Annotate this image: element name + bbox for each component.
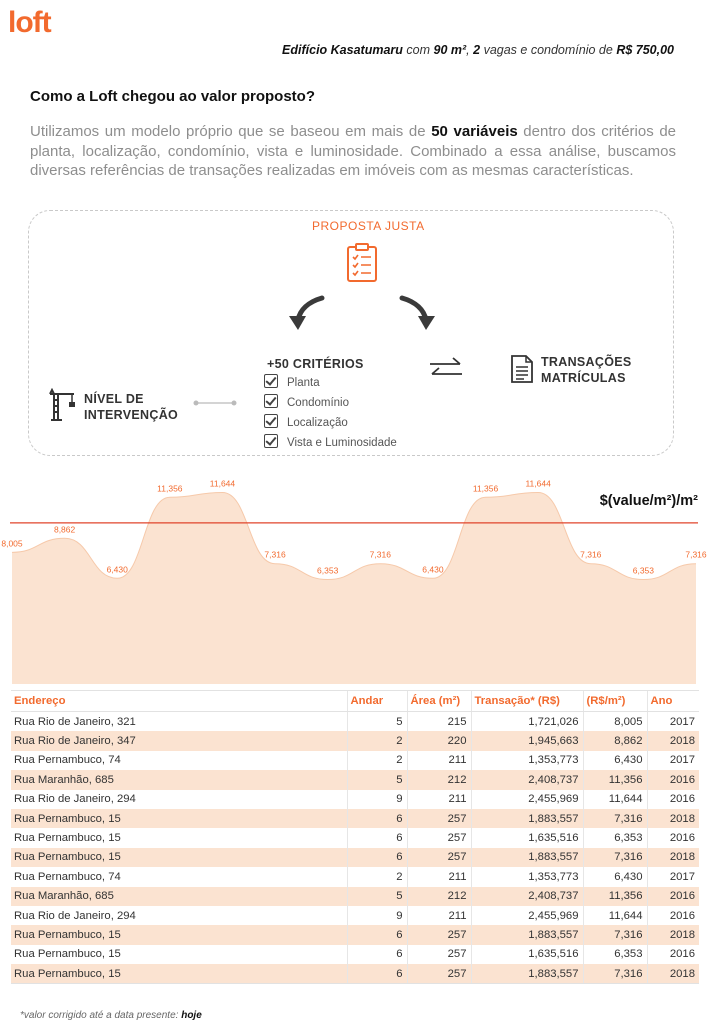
table-cell: Rua Pernambuco, 15 bbox=[11, 925, 347, 944]
table-cell: Rua Pernambuco, 15 bbox=[11, 964, 347, 984]
table-row bbox=[11, 887, 699, 906]
table-cell: Rua Rio de Janeiro, 321 bbox=[14, 715, 136, 728]
checklist-icon bbox=[346, 243, 378, 283]
table-cell: 6,353 bbox=[583, 828, 647, 847]
table-cell: 1,883,557 bbox=[471, 964, 583, 984]
table-cell: 211 bbox=[407, 751, 471, 770]
loft-logo[interactable]: loft bbox=[8, 6, 51, 39]
table-cell: 220 bbox=[407, 731, 471, 750]
col-area: Área (m²) bbox=[407, 691, 471, 712]
footnote-text: *valor corrigido até a data presente: bbox=[20, 1010, 182, 1021]
proposta-justa-label: PROPOSTA JUSTA bbox=[312, 219, 425, 233]
table-cell: 5 bbox=[347, 712, 407, 732]
table-cell: 8,005 bbox=[583, 712, 647, 732]
table-cell: 6,430 bbox=[583, 751, 647, 770]
table-row bbox=[11, 809, 699, 828]
area-fill bbox=[12, 493, 696, 684]
slider-connector bbox=[192, 398, 238, 408]
col-endereco: Endereço bbox=[11, 691, 347, 712]
footnote bbox=[20, 1010, 202, 1021]
table-cell: 2016 bbox=[647, 906, 699, 925]
table-cell: Rua Pernambuco, 15 bbox=[14, 948, 121, 961]
col-preco-m2: (R$/m²) bbox=[583, 691, 647, 712]
table-cell: 2018 bbox=[647, 731, 699, 750]
table-cell: 1,883,557 bbox=[471, 925, 583, 944]
table-cell: 1,635,516 bbox=[471, 828, 583, 847]
criterio-vista bbox=[264, 434, 397, 449]
table-row bbox=[11, 906, 699, 925]
table-cell: 257 bbox=[407, 964, 471, 984]
table-cell: 2018 bbox=[647, 809, 699, 828]
property-summary bbox=[282, 43, 674, 57]
table-cell: 2018 bbox=[647, 964, 699, 984]
table-cell: 6,353 bbox=[583, 945, 647, 964]
table-cell: 1,945,663 bbox=[471, 731, 583, 750]
table-row bbox=[11, 828, 699, 847]
table-cell: 2017 bbox=[647, 867, 699, 886]
header-with: com bbox=[406, 43, 431, 57]
table-cell: 6 bbox=[347, 945, 407, 964]
table-cell: Rua Rio de Janeiro, 294 bbox=[14, 909, 136, 922]
table-cell: 11,644 bbox=[583, 790, 647, 809]
table-cell: 6 bbox=[347, 848, 407, 867]
table-cell: 2 bbox=[347, 867, 407, 886]
transacoes-label: TRANSAÇÕES MATRÍCULAS bbox=[541, 355, 632, 385]
curved-arrow-left-icon bbox=[286, 294, 326, 334]
table-cell: 212 bbox=[407, 770, 471, 789]
data-label: 6,353 bbox=[632, 565, 655, 576]
table-row bbox=[11, 867, 699, 886]
criterio-label: Planta bbox=[287, 377, 320, 389]
table-cell: 6 bbox=[347, 828, 407, 847]
table-cell: 2016 bbox=[647, 828, 699, 847]
table-cell: 8,862 bbox=[583, 731, 647, 750]
table-cell: 2018 bbox=[647, 848, 699, 867]
table-cell: Rua Maranhão, 685 bbox=[11, 770, 347, 789]
table-cell: 2,408,737 bbox=[471, 770, 583, 789]
table-cell: Rua Maranhão, 685 bbox=[11, 887, 347, 906]
building-name: Edifício Kasatumaru bbox=[282, 43, 403, 57]
data-label: 11,356 bbox=[157, 483, 183, 494]
table-cell: 6 bbox=[347, 809, 407, 828]
table-row bbox=[11, 925, 699, 944]
table-cell: 11,356 bbox=[583, 770, 647, 789]
table-cell: 257 bbox=[407, 945, 471, 964]
table-cell: 2 bbox=[347, 751, 407, 770]
footnote-highlight: hoje bbox=[181, 1010, 202, 1021]
intro-text-1: Utilizamos um modelo próprio que se baseou em mais de bbox=[30, 123, 432, 140]
table-header-row bbox=[11, 691, 699, 712]
table-cell: 211 bbox=[407, 867, 471, 886]
table-cell: 257 bbox=[407, 925, 471, 944]
checkbox-icon bbox=[264, 374, 278, 388]
table-cell: 257 bbox=[407, 848, 471, 867]
exchange-arrows-icon bbox=[428, 356, 464, 382]
table-cell: 5 bbox=[347, 887, 407, 906]
criterio-label: Localização bbox=[287, 417, 348, 429]
criterio-condominio bbox=[264, 394, 349, 409]
table-row bbox=[11, 712, 699, 732]
data-label: 7,316 bbox=[369, 549, 391, 560]
data-label: 6,430 bbox=[422, 564, 444, 575]
intro-text-2: dentro dos critérios de planta, localização, condomínio, vista e luminosidade. Combinado a essa análise, buscamos diversas referências de transações realizadas em imóveis com as mesmas características. bbox=[30, 123, 677, 179]
data-label: 11,644 bbox=[209, 478, 236, 489]
intro-highlight: 50 variáveis bbox=[431, 123, 518, 140]
section-title: Como a Loft chegou ao valor proposto? bbox=[30, 88, 315, 105]
checkbox-icon bbox=[264, 414, 278, 428]
data-label: 11,356 bbox=[472, 483, 499, 494]
table-cell: 6 bbox=[347, 964, 407, 984]
data-label: 7,316 bbox=[580, 549, 602, 560]
table-cell: Rua Pernambuco, 15 bbox=[14, 832, 121, 845]
table-cell: 9 bbox=[347, 790, 407, 809]
document-icon bbox=[510, 354, 534, 384]
table-row bbox=[11, 964, 699, 984]
table-cell: 2016 bbox=[647, 887, 699, 906]
table-row bbox=[11, 945, 699, 964]
data-label: 7,316 bbox=[685, 549, 707, 560]
criterios-title: +50 CRITÉRIOS bbox=[267, 357, 364, 371]
table-cell: 2,455,969 bbox=[471, 790, 583, 809]
table-cell: 2016 bbox=[647, 770, 699, 789]
table-cell: 6,430 bbox=[583, 867, 647, 886]
crane-icon bbox=[44, 388, 78, 422]
table-cell: 1,353,773 bbox=[471, 751, 583, 770]
table-cell: 215 bbox=[407, 712, 471, 732]
transactions-table bbox=[11, 690, 699, 984]
table-cell: 257 bbox=[407, 809, 471, 828]
criterio-label: Vista e Luminosidade bbox=[287, 437, 397, 449]
table-row bbox=[11, 751, 699, 770]
col-andar: Andar bbox=[347, 691, 407, 712]
table-cell: 1,883,557 bbox=[471, 848, 583, 867]
data-label: 11,644 bbox=[525, 478, 551, 489]
data-label: 6,430 bbox=[106, 564, 128, 575]
table-cell: 1,721,026 bbox=[471, 712, 583, 732]
table-cell: 2017 bbox=[647, 751, 699, 770]
reference-price-label: $(value/m²)/m² bbox=[599, 493, 698, 509]
table-cell: 211 bbox=[407, 906, 471, 925]
data-label: 7,316 bbox=[264, 549, 286, 560]
table-cell: Rua Pernambuco, 15 bbox=[11, 848, 347, 867]
header-separator: , bbox=[466, 43, 470, 57]
table-cell: 7,316 bbox=[583, 964, 647, 984]
parking-count: 2 bbox=[473, 43, 481, 57]
table-cell: Rua Pernambuco, 15 bbox=[11, 809, 347, 828]
criterio-planta bbox=[264, 374, 320, 389]
data-label: 8,862 bbox=[53, 524, 76, 535]
table-cell: 2,455,969 bbox=[471, 906, 583, 925]
table-cell: Rua Pernambuco, 74 bbox=[14, 754, 121, 767]
table-cell: 9 bbox=[347, 906, 407, 925]
table-cell: Rua Rio de Janeiro, 294 bbox=[14, 793, 136, 806]
table-row bbox=[11, 848, 699, 867]
criterio-label: Condomínio bbox=[287, 397, 350, 409]
table-cell: 2018 bbox=[647, 925, 699, 944]
table-cell: 211 bbox=[407, 790, 471, 809]
table-cell: 6 bbox=[347, 925, 407, 944]
table-cell: 2017 bbox=[647, 712, 699, 732]
table-cell: Rua Rio de Janeiro, 347 bbox=[11, 731, 347, 750]
col-ano: Ano bbox=[647, 691, 699, 712]
table-cell: Rua Pernambuco, 74 bbox=[14, 870, 121, 883]
property-area: 90 m² bbox=[433, 43, 467, 57]
table-row bbox=[11, 731, 699, 750]
table-cell: 7,316 bbox=[583, 925, 647, 944]
criterio-localizacao bbox=[264, 414, 348, 429]
table-cell: 2016 bbox=[647, 790, 699, 809]
data-label: 6,353 bbox=[317, 565, 339, 576]
intro-paragraph bbox=[30, 122, 676, 181]
table-cell: 2 bbox=[347, 731, 407, 750]
table-cell: 5 bbox=[347, 770, 407, 789]
table-cell: 1,353,773 bbox=[471, 867, 583, 886]
table-cell: 1,883,557 bbox=[471, 809, 583, 828]
table-cell: 257 bbox=[407, 828, 471, 847]
table-cell: 11,644 bbox=[583, 906, 647, 925]
curved-arrow-right-icon bbox=[398, 294, 438, 334]
parking-text: vagas e condomínio de bbox=[483, 43, 613, 57]
condo-fee: R$ 750,00 bbox=[616, 43, 674, 57]
nivel-intervencao-label: NÍVEL DE INTERVENÇÃO bbox=[84, 392, 179, 422]
table-row bbox=[11, 790, 699, 809]
table-cell: 7,316 bbox=[583, 848, 647, 867]
col-transacao: Transação* (R$) bbox=[471, 691, 583, 712]
checkbox-icon bbox=[264, 394, 278, 408]
table-cell: 2,408,737 bbox=[471, 887, 583, 906]
table-cell: 2016 bbox=[647, 945, 699, 964]
table-cell: 1,635,516 bbox=[471, 945, 583, 964]
table-cell: 212 bbox=[407, 887, 471, 906]
table-row bbox=[11, 770, 699, 789]
data-label: 8,005 bbox=[1, 538, 23, 549]
table-cell: 11,356 bbox=[583, 887, 647, 906]
checkbox-icon bbox=[264, 434, 278, 448]
table-cell: 7,316 bbox=[583, 809, 647, 828]
